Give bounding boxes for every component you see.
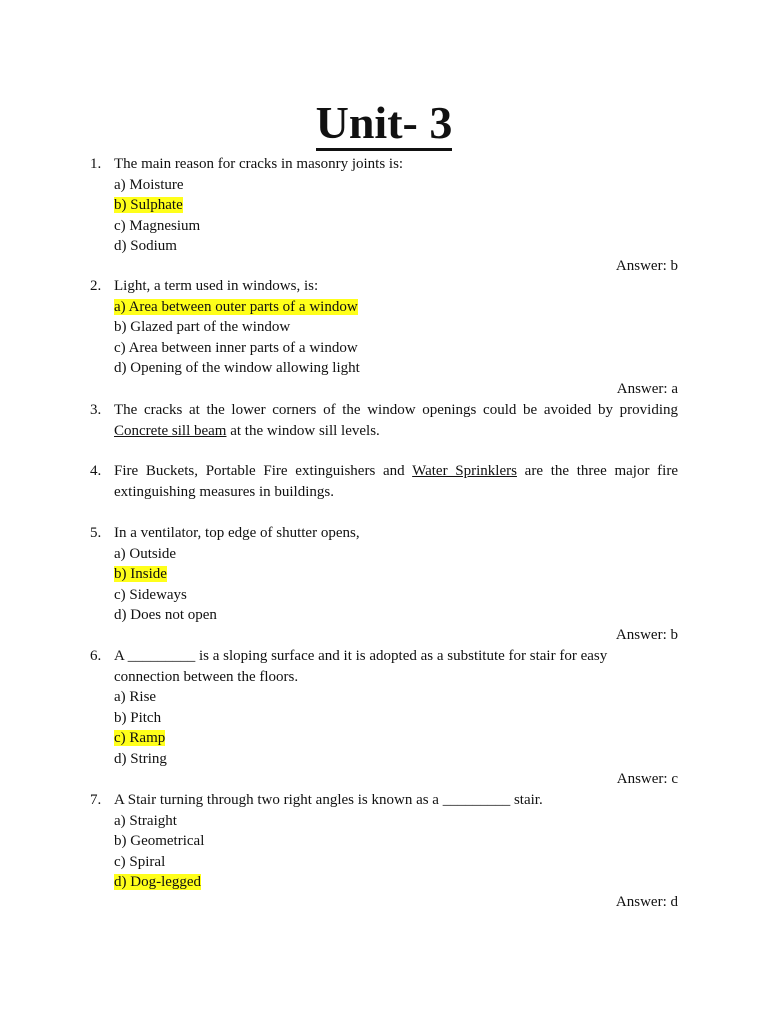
option-a — [114, 297, 678, 318]
option-a: a) Rise — [114, 689, 157, 705]
page-title — [0, 98, 768, 148]
answer-7: Answer: d — [615, 894, 678, 910]
option-b — [114, 564, 678, 585]
question-6 — [90, 646, 678, 769]
option-d — [114, 872, 678, 893]
answer-highlight: b) Sulphate — [114, 197, 183, 213]
option-c: c) Sideways — [114, 586, 187, 603]
option-b: b) Pitch — [114, 709, 162, 726]
question-number: 5. — [90, 525, 102, 541]
question-text: A Stair turning through two right angles is known as a _________ stair. — [114, 792, 543, 808]
answer-highlight: b) Inside — [114, 566, 167, 582]
question-4 — [90, 461, 678, 502]
question-number: 7. — [90, 792, 102, 808]
question-5 — [90, 523, 678, 626]
answer-highlight: d) Dog-legged — [114, 874, 202, 890]
question-text: Fire Buckets, Portable Fire extinguishers and Water Sprinklers are the three major fire extinguishing measures in buildings. — [114, 463, 678, 500]
answer-highlight: c) Ramp — [114, 730, 166, 746]
option-b — [114, 195, 678, 216]
option-d: d) String — [114, 750, 167, 767]
question-3 — [90, 400, 678, 441]
question-1 — [90, 154, 678, 257]
option-a: a) Straight — [114, 812, 177, 829]
option-d: d) Does not open — [114, 607, 217, 623]
question-number: 2. — [90, 278, 102, 294]
title-text: Unit- 3 — [316, 97, 453, 151]
option-d: d) Opening of the window allowing light — [114, 360, 360, 376]
option-c: c) Spiral — [114, 853, 166, 870]
option-d: d) Sodium — [114, 238, 177, 254]
question-text: The main reason for cracks in masonry joints is: — [114, 156, 404, 172]
question-2 — [90, 276, 678, 379]
answer-5: Answer: b — [615, 627, 678, 643]
question-number: 6. — [90, 648, 102, 664]
question-text: In a ventilator, top edge of shutter opens, — [114, 525, 360, 541]
question-text: Light, a term used in windows, is: — [114, 278, 319, 294]
answer-highlight: a) Area between outer parts of a window — [114, 298, 358, 315]
fill-in-answer: Concrete sill beam — [114, 422, 227, 439]
question-text-line-2: connection between the floors. — [114, 668, 299, 685]
question-7 — [90, 790, 678, 893]
option-b: b) Geometrical — [114, 833, 205, 849]
option-c — [114, 728, 678, 749]
answer-1: Answer: b — [615, 258, 678, 274]
answer-2: Answer: a — [616, 381, 678, 397]
question-text: The cracks at the lower corners of the window openings could be avoided by providing Concrete sill beam at the window sill levels. — [114, 402, 678, 439]
answer-6: Answer: c — [616, 771, 678, 787]
option-a: a) Outside — [114, 545, 177, 562]
question-text-line-1: A _________ is a sloping surface and it is adopted as a substitute for stair for easy — [114, 648, 608, 664]
fill-in-answer: Water Sprinklers — [412, 463, 517, 479]
option-c: c) Magnesium — [114, 217, 201, 234]
question-number: 1. — [90, 156, 102, 172]
question-number: 3. — [90, 402, 102, 418]
option-c: c) Area between inner parts of a window — [114, 339, 358, 356]
option-a: a) Moisture — [114, 176, 184, 193]
question-number: 4. — [90, 463, 102, 479]
option-b: b) Glazed part of the window — [114, 319, 291, 335]
